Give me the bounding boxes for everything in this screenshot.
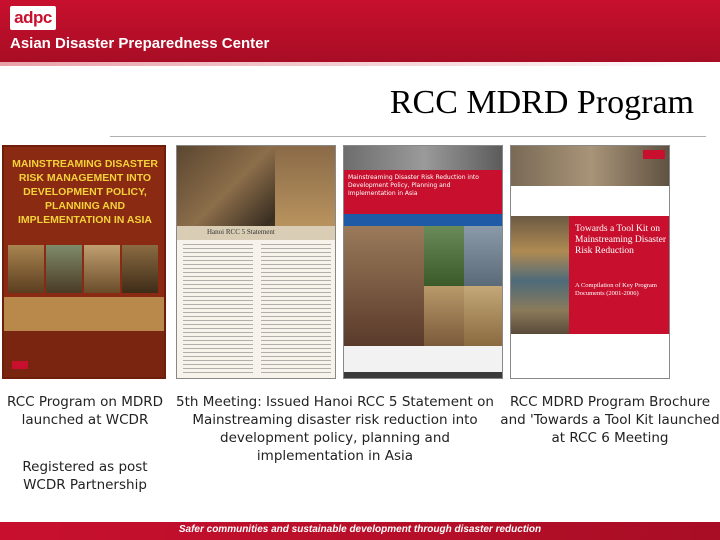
cover-photo-strip <box>8 245 160 293</box>
cover-toolkit <box>510 145 670 379</box>
cover-photo-grid <box>344 226 503 346</box>
cover-mainstreaming-drm <box>2 145 166 379</box>
cover-hanoi-statement <box>176 145 336 379</box>
cover-top-photo <box>344 146 503 170</box>
cover-photo-column <box>511 216 569 334</box>
cover-title: Towards a Tool Kit on Mainstreaming Disaster Risk Reduction <box>575 224 667 256</box>
header-stripe <box>0 62 720 66</box>
footer-tagline: Safer communities and sustainable development through disaster reduction <box>178 524 542 535</box>
cover-bottom <box>4 331 164 377</box>
cover-photo-secondary <box>275 146 335 226</box>
title-divider <box>110 136 706 137</box>
cover-title: MAINSTREAMING DISASTER RISK MANAGEMENT INTO DEVELOPMENT POLICY, PLANNING AND IMPLEMENTATION IN ASIA <box>12 158 158 226</box>
text-column <box>183 244 253 374</box>
caption-rcc-program: RCC Program on MDRD launched at WCDR <box>6 394 164 428</box>
cover-subtitle: A Compilation of Key Program Documents (2001-2006) <box>575 282 657 297</box>
cover-title: Mainstreaming Disaster Risk Reduction into Development Policy, Planning and Implementation in Asia <box>348 174 479 197</box>
adpc-mini-logo <box>12 361 28 369</box>
header-bar <box>0 0 720 62</box>
page-title: RCC MDRD Program <box>389 84 694 121</box>
cover-band <box>4 297 164 331</box>
cover-mainstreaming-drr <box>343 145 503 379</box>
org-name: Asian Disaster Preparedness Center <box>10 35 270 52</box>
caption-registered: Registered as post WCDR Partnership <box>22 459 148 493</box>
cover-footer <box>511 334 670 379</box>
cover-footer-bar <box>344 372 503 379</box>
adpc-mini-logo <box>643 150 665 159</box>
caption-hanoi-meeting: 5th Meeting: Issued Hanoi RCC 5 Statement on Mainstreaming disaster risk reduction into development policy, planning and implementation in Asia <box>176 394 494 464</box>
cover-title: Hanoi RCC 5 Statement <box>207 228 275 236</box>
caption-brochure: RCC MDRD Program Brochure and 'Towards a Tool Kit launched at RCC 6 Meeting <box>500 394 720 446</box>
cover-blue-band <box>344 214 503 226</box>
adpc-logo: adpc <box>10 6 56 30</box>
text-column <box>261 244 331 374</box>
